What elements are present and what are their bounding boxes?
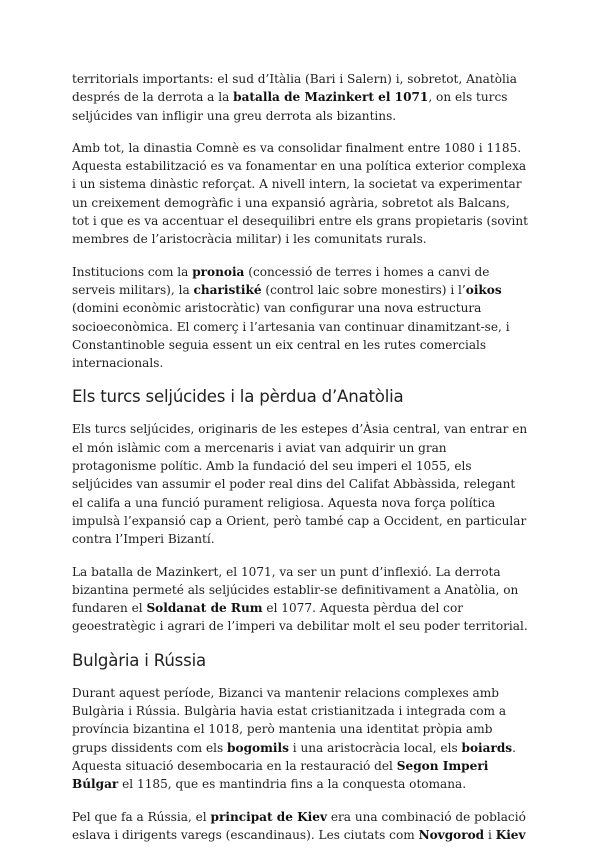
text-run: i una aristocràcia local, els bbox=[288, 740, 462, 755]
text-run: el 1185, que es mantindria fins a la conquesta otomana. bbox=[118, 777, 467, 792]
text-run: (control laic sobre monestirs) i l’ bbox=[261, 282, 466, 297]
paragraph-institutions bbox=[72, 263, 528, 373]
bold-term-principat-kiev: principat de Kiev bbox=[210, 809, 327, 824]
text-run: . Aquesta situació desembocaria en la restauració del bbox=[72, 740, 516, 773]
text-run: Durant aquest període, Bizanci va mantenir relacions complexes amb Bulgària i Rússia. Bulgària havia estat cristianitzada i integrada com a província bizantina el 1018, però mantenia una identitat pròpia amb grups dissidents com els bbox=[72, 685, 507, 755]
bold-term-kiev: Kiev bbox=[495, 827, 526, 842]
text-run: La batalla de Mazinkert, el 1071, va ser un punt d’inflexió. La derrota bizantina permeté als seljúcides establir-se definitivament a Anatòlia, on fundaren el bbox=[72, 564, 519, 616]
section-heading-seljuks: Els turcs seljúcides i la pèrdua d’Anatòlia bbox=[72, 387, 404, 407]
bold-term-charistike: charistiké bbox=[193, 282, 262, 297]
bold-term-oikos: oikos bbox=[465, 282, 502, 297]
text-run: (concessió de terres i homes a canvi de serveis militars), la bbox=[72, 264, 490, 297]
text-run: i bbox=[484, 827, 496, 842]
bold-term-bogomils: bogomils bbox=[227, 740, 289, 755]
text-run: el 1077. Aquesta pèrdua del cor geoestratègic i agrari de l’imperi va debilitar molt el seu poder territorial. bbox=[72, 601, 528, 634]
paragraph-comne-dynasty: Amb tot, la dinastia Comnè es va consolidar finalment entre 1080 i 1185. Aquesta estabilització es va fonamentar en una política exterior complexa i un sistema dinàstic reforçat. A nivell intern, la societat va experimentar un creixement demogràfic i una expansió agrària, sobretot als Balcans, tot i que es va accentuar el desequilibri entre els grans propietaris (sovint membres de l’aristocràcia militar) i les comunitats rurals. bbox=[72, 140, 529, 247]
bold-term-pronoia: pronoia bbox=[192, 264, 245, 279]
text-run: territorials importants: el sud d’Itàlia (Bari i Salern) i, sobretot, Anatòlia després de la derrota a la bbox=[72, 72, 517, 105]
paragraph-mazinkert-intro bbox=[72, 70, 528, 125]
bold-term-boiards: boiards bbox=[461, 740, 513, 755]
bold-term-segon-imperi-bulgar: Segon Imperi Búlgar bbox=[72, 758, 489, 792]
paragraph-seljuk-origins: Els turcs seljúcides, originaris de les estepes d’Àsia central, van entrar en el món islàmic com a mercenaris i aviat van adquirir un gran protagonisme polític. Amb la fundació del seu imperi el 1055, els seljúcides van assumir el poder real dins del Califat Abbàssida, relegant el califa a una funció purament religiosa. Aquesta nova força política impulsà l’expansió cap a Orient, però també cap a Occident, en particular contra l’Imperi Bizantí. bbox=[72, 422, 528, 547]
paragraph-bulgaria bbox=[72, 684, 528, 794]
text-run: era una combinació de població eslava i dirigents varegs (escandinaus). Les ciutats com bbox=[72, 809, 526, 842]
bold-term-novgorod: Novgorod bbox=[418, 827, 485, 842]
text-run: Institucions com la bbox=[72, 264, 193, 279]
text-run: (domini econòmic aristocràtic) van configurar una nova estructura socioeconòmica. El comerç i l’artesania van continuar dinamitzant-se, i Constantinoble seguia essent un eix central en les rutes comercials internacionals. bbox=[72, 301, 510, 371]
text-run: Pel que fa a Rússia, el bbox=[72, 809, 211, 824]
paragraph-mazinkert-battle bbox=[72, 563, 528, 636]
paragraph-russia bbox=[72, 808, 528, 845]
bold-term-batalla-mazinkert: batalla de Mazinkert el 1071 bbox=[233, 90, 429, 105]
text-run: , on els turcs seljúcides van infligir una greu derrota als bizantins. bbox=[72, 90, 508, 123]
bold-term-soldanat-rum: Soldanat de Rum bbox=[146, 601, 263, 616]
section-heading-bulgaria-russia: Bulgària i Rússia bbox=[72, 650, 206, 670]
